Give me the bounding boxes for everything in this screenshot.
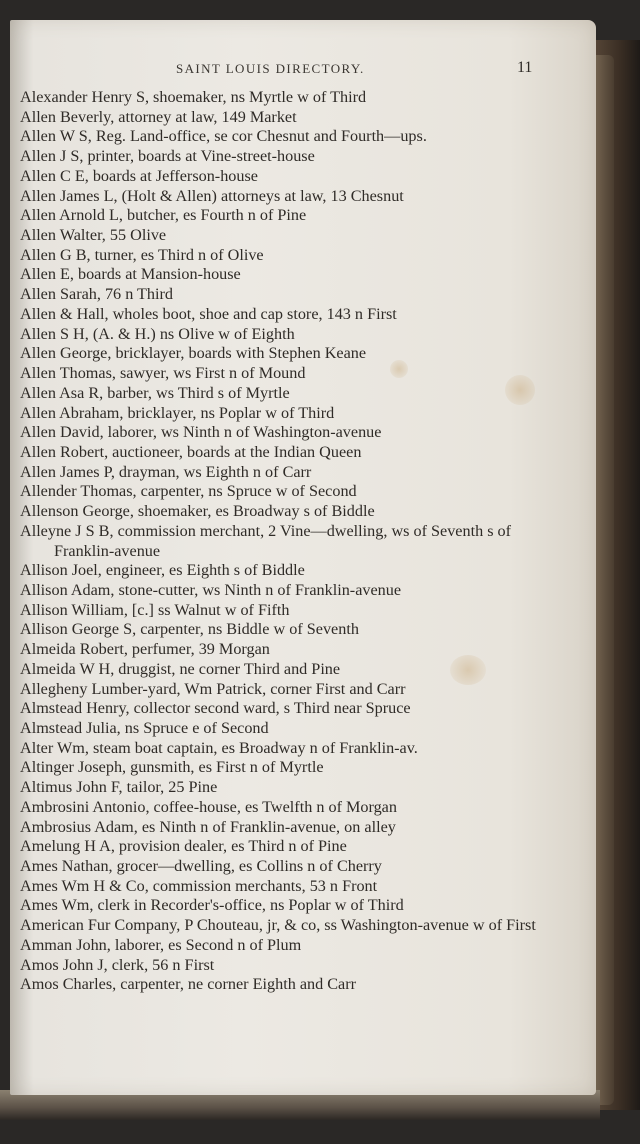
directory-entry: Allen J S, printer, boards at Vine-street-house: [20, 147, 315, 166]
directory-entry: Allegheny Lumber-yard, Wm Patrick, corner First and Carr: [20, 679, 406, 698]
directory-entry: Ambrosini Antonio, coffee-house, es Twelfth n of Morgan: [20, 797, 397, 816]
directory-entry: Allen Robert, auctioneer, boards at the Indian Queen: [20, 442, 362, 461]
directory-entry: Allen E, boards at Mansion-house: [20, 265, 241, 284]
directory-entry: Allison William, [c.] ss Walnut w of Fifth: [20, 600, 290, 619]
directory-entry: Almeida W H, druggist, ne corner Third and Pine: [20, 659, 341, 678]
directory-entry: Allenson George, shoemaker, es Broadway s of Biddle: [20, 502, 375, 521]
directory-entry: American Fur Company, P Chouteau, jr, & co, ss Washington-avenue w of First: [20, 916, 536, 935]
directory-entry: Allen Arnold L, butcher, es Fourth n of Pine: [20, 206, 307, 225]
directory-entry: Alexander Henry S, shoemaker, ns Myrtle w of Third: [20, 88, 367, 106]
directory-entry: Allen James P, drayman, ws Eighth n of Carr: [20, 462, 312, 481]
directory-entry: Almstead Julia, ns Spruce e of Second: [20, 719, 269, 737]
directory-entry: Allen & Hall, wholes boot, shoe and cap store, 143 n First: [20, 304, 397, 323]
directory-entry: Altimus John F, tailor, 25 Pine: [20, 778, 218, 797]
directory-entry: Amelung H A, provision dealer, es Third n of Pine: [20, 837, 347, 856]
directory-title: SAINT LOUIS DIRECTORY.: [176, 61, 365, 76]
directory-entry: Allen Abraham, bricklayer, ns Poplar w of Third: [20, 403, 335, 422]
directory-entry: Alter Wm, steam boat captain, es Broadway n of Franklin-av.: [20, 738, 418, 757]
directory-entry: Amos Charles, carpenter, ne corner Eighth and Carr: [20, 975, 357, 994]
directory-entry: Allison George S, carpenter, ns Biddle w of Seventh: [20, 620, 359, 639]
directory-entry: Ames Wm H & Co, commission merchants, 53 n Front: [20, 876, 378, 895]
directory-entry: Allen Beverly, attorney at law, 149 Market: [20, 107, 297, 126]
directory-entry: Ames Nathan, grocer—dwelling, es Collins n of Cherry: [20, 857, 382, 876]
directory-entry: Ames Wm, clerk in Recorder's-office, ns Poplar w of Third: [20, 896, 404, 915]
directory-entry: Ambrosius Adam, es Ninth n of Franklin-avenue, on alley: [20, 817, 396, 836]
directory-entry: Amman John, laborer, es Second n of Plum: [20, 935, 302, 954]
directory-entry: Allison Adam, stone-cutter, ws Ninth n of Franklin-avenue: [20, 580, 402, 599]
directory-entry: Allison Joel, engineer, es Eighth s of Biddle: [20, 561, 305, 580]
directory-entry: Allen Asa R, barber, ws Third s of Myrtle: [20, 383, 290, 402]
directory-entry: Allen James L, (Holt & Allen) attorneys at law, 13 Chesnut: [20, 186, 404, 205]
directory-entry: Allen W S, Reg. Land-office, se cor Chesnut and Fourth—ups.: [20, 127, 427, 146]
directory-entry: Allen George, bricklayer, boards with Stephen Keane: [20, 344, 367, 363]
page-number: 11: [517, 59, 533, 76]
directory-entry: Allen G B, turner, es Third n of Olive: [20, 245, 264, 264]
directory-entry: Allen Walter, 55 Olive: [20, 226, 167, 245]
directory-entry: Allender Thomas, carpenter, ns Spruce w of Second: [20, 482, 357, 501]
directory-entry: Allen Thomas, sawyer, ws First n of Mound: [20, 364, 306, 383]
directory-entry: Altinger Joseph, gunsmith, es First n of Myrtle: [20, 758, 324, 777]
directory-entry: Alleyne J S B, commission merchant, 2 Vine—dwelling, ws of Seventh s of Franklin-avenue: [20, 521, 512, 560]
directory-entries: [20, 88, 580, 995]
directory-entry: Almstead Henry, collector second ward, s Third near Spruce: [20, 699, 411, 718]
directory-entry: Allen C E, boards at Jefferson-house: [20, 166, 258, 185]
directory-entry: Almeida Robert, perfumer, 39 Morgan: [20, 640, 270, 659]
page-header: [0, 61, 600, 81]
directory-entry: Amos John J, clerk, 56 n First: [20, 955, 215, 974]
directory-entry: Allen S H, (A. & H.) ns Olive w of Eighth: [20, 324, 295, 343]
directory-entry: Allen Sarah, 76 n Third: [20, 285, 174, 304]
directory-entry: Allen David, laborer, ws Ninth n of Washington-avenue: [20, 423, 382, 442]
